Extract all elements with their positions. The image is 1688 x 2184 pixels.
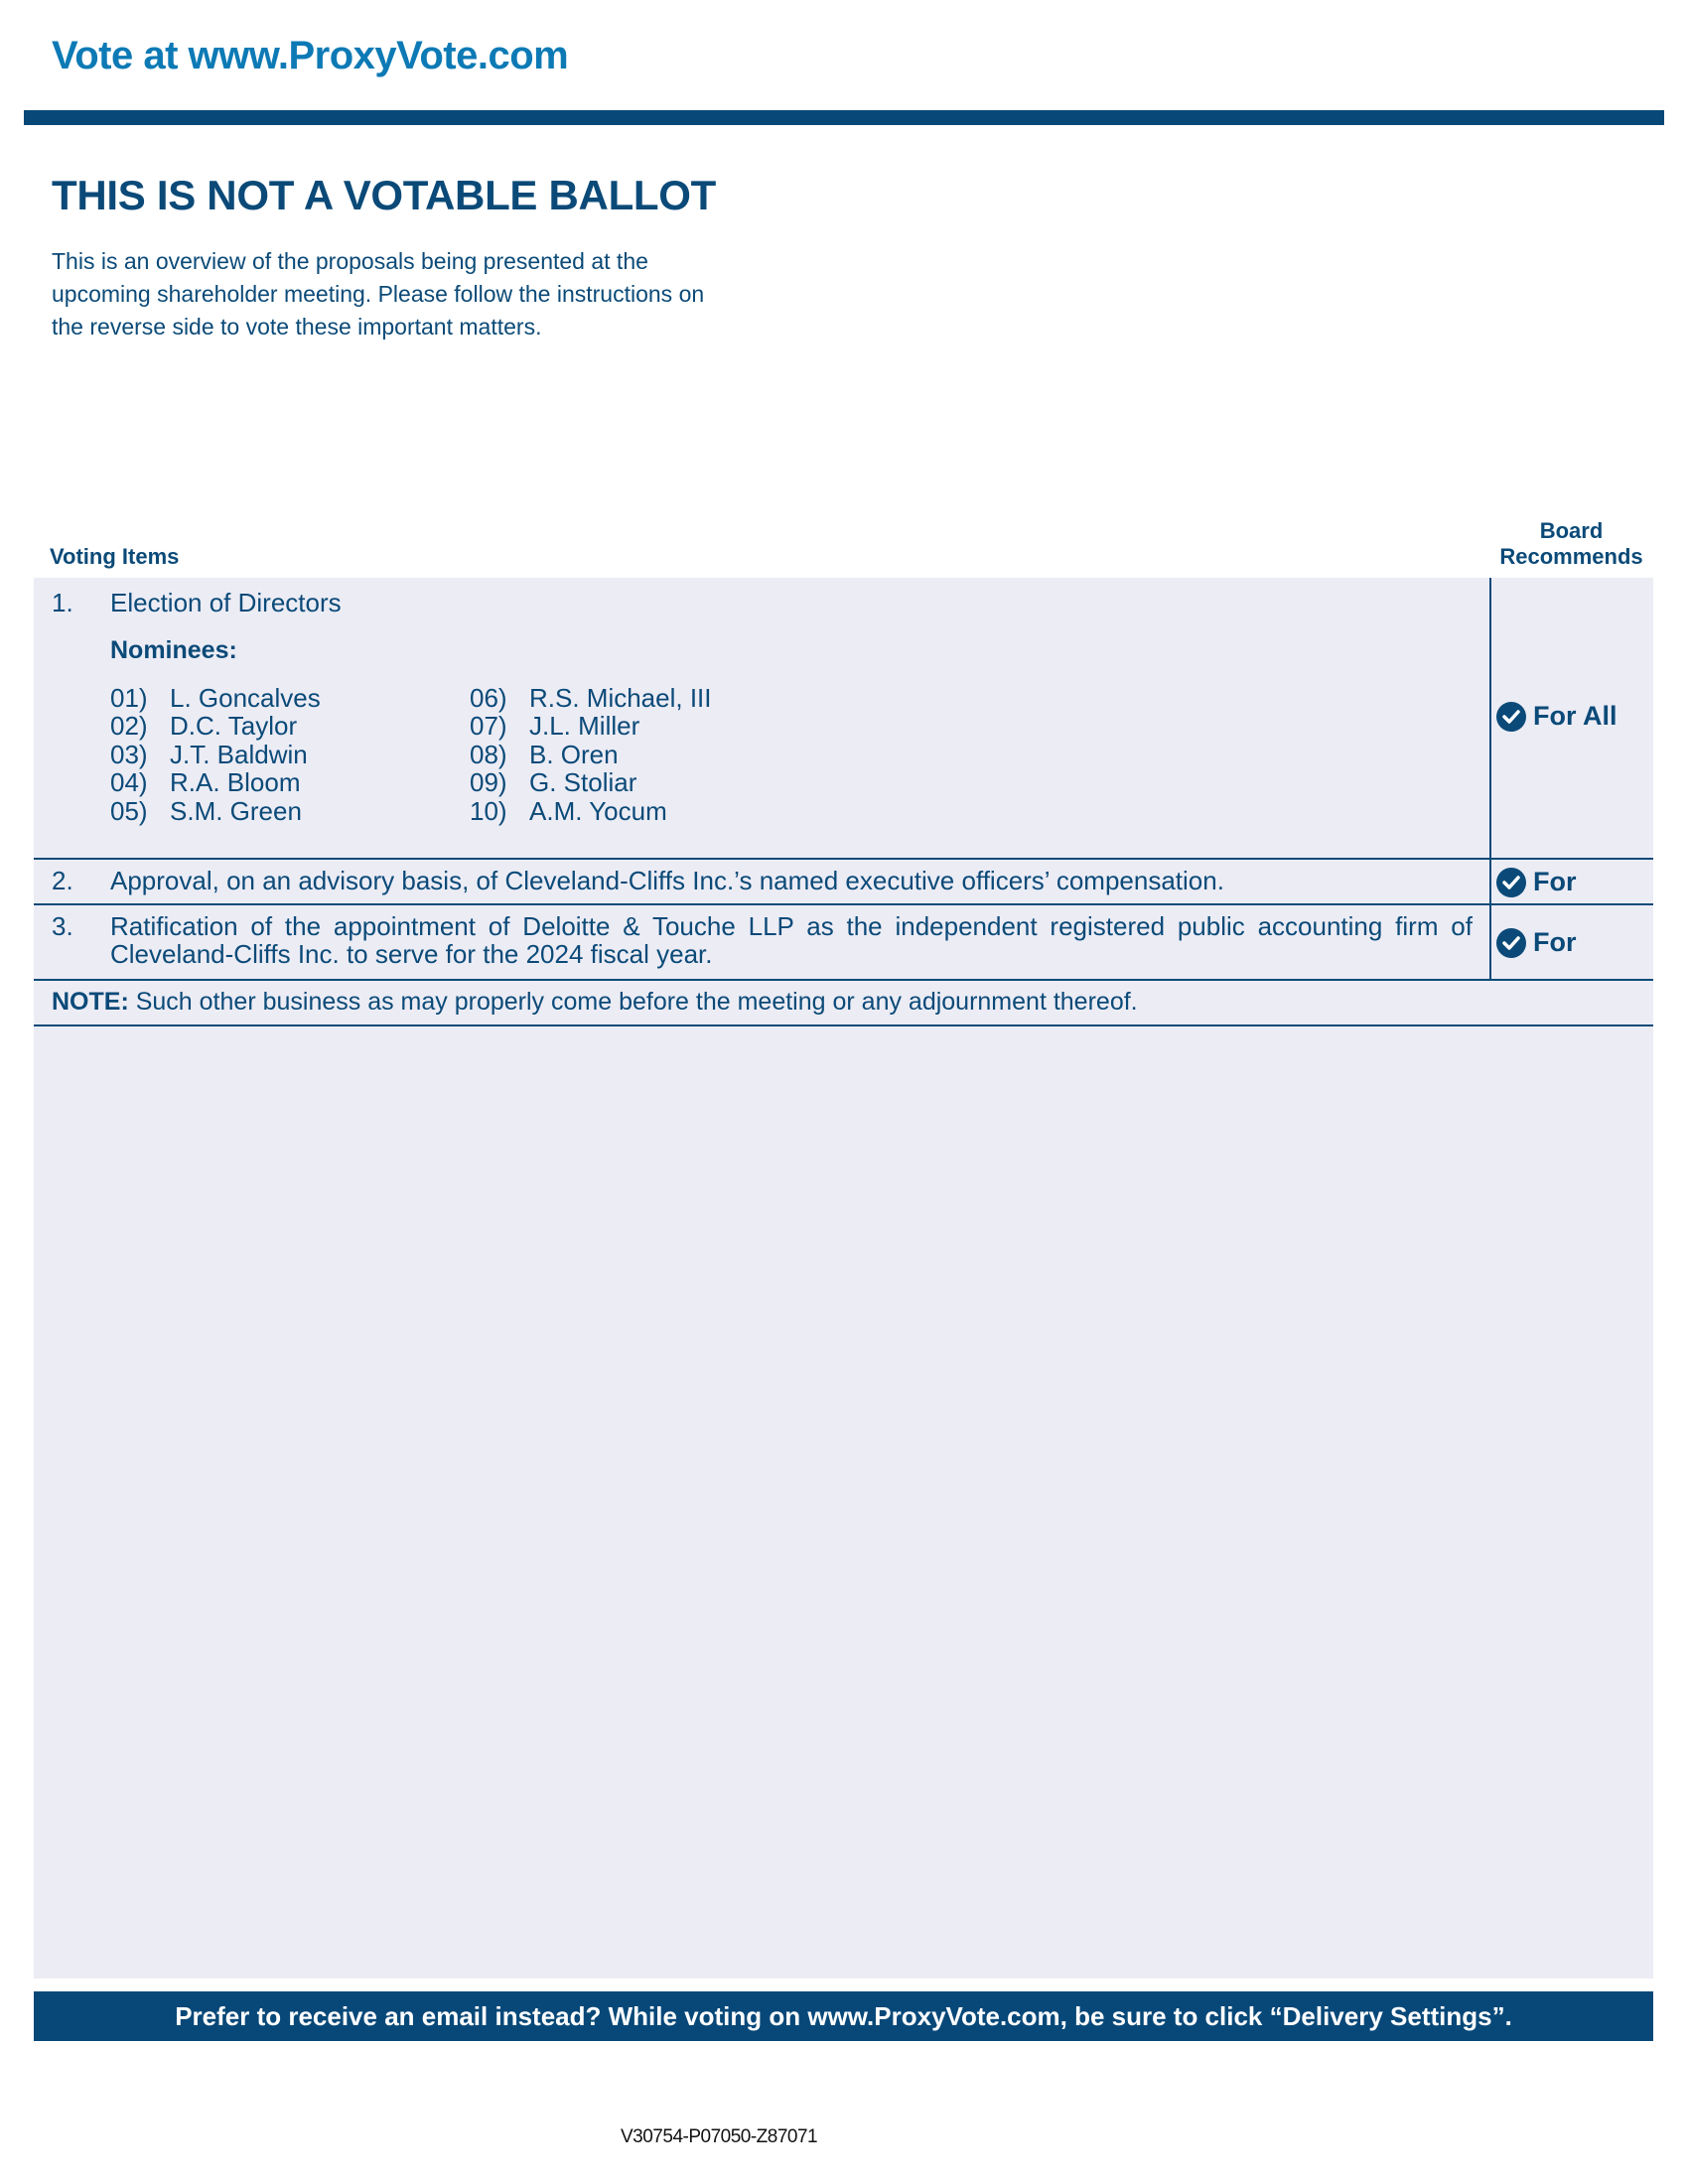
delivery-settings-banner: Prefer to receive an email instead? While voting on www.ProxyVote.com, be sure to click “Delivery Settings”.	[34, 1991, 1653, 2041]
nominee-number: 06)	[470, 683, 507, 713]
note	[52, 988, 1138, 1017]
proposal-text: Election of Directors	[110, 588, 342, 617]
column-divider	[1489, 578, 1491, 980]
proposal-number: 2.	[52, 866, 73, 895]
nominee-name: J.T. Baldwin	[170, 740, 308, 769]
nominees-label: Nominees:	[110, 636, 237, 664]
recommendation-label: For	[1533, 927, 1577, 957]
nominee-number: 05)	[110, 796, 148, 826]
proposal-number: 3.	[52, 911, 73, 941]
board-recommendation	[1496, 701, 1618, 732]
proxyvote-header: Vote at www.ProxyVote.com	[52, 34, 569, 77]
nominee-number: 04)	[110, 767, 148, 797]
nominee-name: B. Oren	[529, 740, 619, 769]
nominee-name: L. Goncalves	[170, 683, 321, 713]
nominee-number: 10)	[470, 796, 507, 826]
board-recommendation	[1496, 867, 1577, 897]
nominee-number: 01)	[110, 683, 148, 713]
board-recommendation	[1496, 927, 1577, 958]
intro-line: the reverse side to vote these important matters.	[52, 314, 542, 340]
nominee-name: R.S. Michael, III	[529, 683, 712, 713]
board-recommends-header	[1489, 518, 1653, 570]
nominee-name: D.C. Taylor	[170, 711, 298, 741]
row-divider	[34, 903, 1653, 905]
proposal-text: Ratification of the appointment of Deloitte & Touche LLP as the independent registered public accounting firm of Cleveland-Cliffs Inc. to serve for the 2024 fiscal year.	[110, 911, 1473, 969]
nominee-number: 07)	[470, 711, 507, 741]
nominee-number: 02)	[110, 711, 148, 741]
intro-line: This is an overview of the proposals being presented at the	[52, 248, 648, 274]
nominee-name: R.A. Bloom	[170, 767, 301, 797]
row-divider	[34, 1024, 1653, 1026]
check-circle-icon	[1496, 702, 1526, 732]
check-circle-icon	[1496, 868, 1526, 897]
proposal-text: Approval, on an advisory basis, of Cleveland-Cliffs Inc.’s named executive officers’ compensation.	[110, 866, 1224, 895]
nominee-name: S.M. Green	[170, 796, 302, 826]
board-header-line: Recommends	[1499, 544, 1643, 569]
note-label: NOTE:	[52, 988, 129, 1016]
recommendation-label: For All	[1533, 701, 1618, 731]
nominee-name: A.M. Yocum	[529, 796, 667, 826]
nominee-number: 03)	[110, 740, 148, 769]
header-divider-bar	[24, 110, 1664, 125]
intro-paragraph	[52, 245, 866, 343]
row-divider	[34, 979, 1653, 981]
voting-items-header: Voting Items	[50, 544, 180, 569]
recommendation-label: For	[1533, 867, 1577, 896]
nominee-number: 09)	[470, 767, 507, 797]
document-control-code: V30754-P07050-Z87071	[621, 2126, 818, 2147]
nominee-number: 08)	[470, 740, 507, 769]
nominee-name: J.L. Miller	[529, 711, 640, 741]
nominee-name: G. Stoliar	[529, 767, 637, 797]
row-divider	[34, 858, 1653, 860]
check-circle-icon	[1496, 928, 1526, 958]
board-header-line: Board	[1539, 518, 1604, 543]
note-text: Such other business as may properly come before the meeting or any adjournment thereof.	[128, 988, 1138, 1016]
intro-line: upcoming shareholder meeting. Please follow the instructions on	[52, 281, 705, 307]
page-title: THIS IS NOT A VOTABLE BALLOT	[52, 172, 717, 218]
proposal-number: 1.	[52, 588, 73, 617]
